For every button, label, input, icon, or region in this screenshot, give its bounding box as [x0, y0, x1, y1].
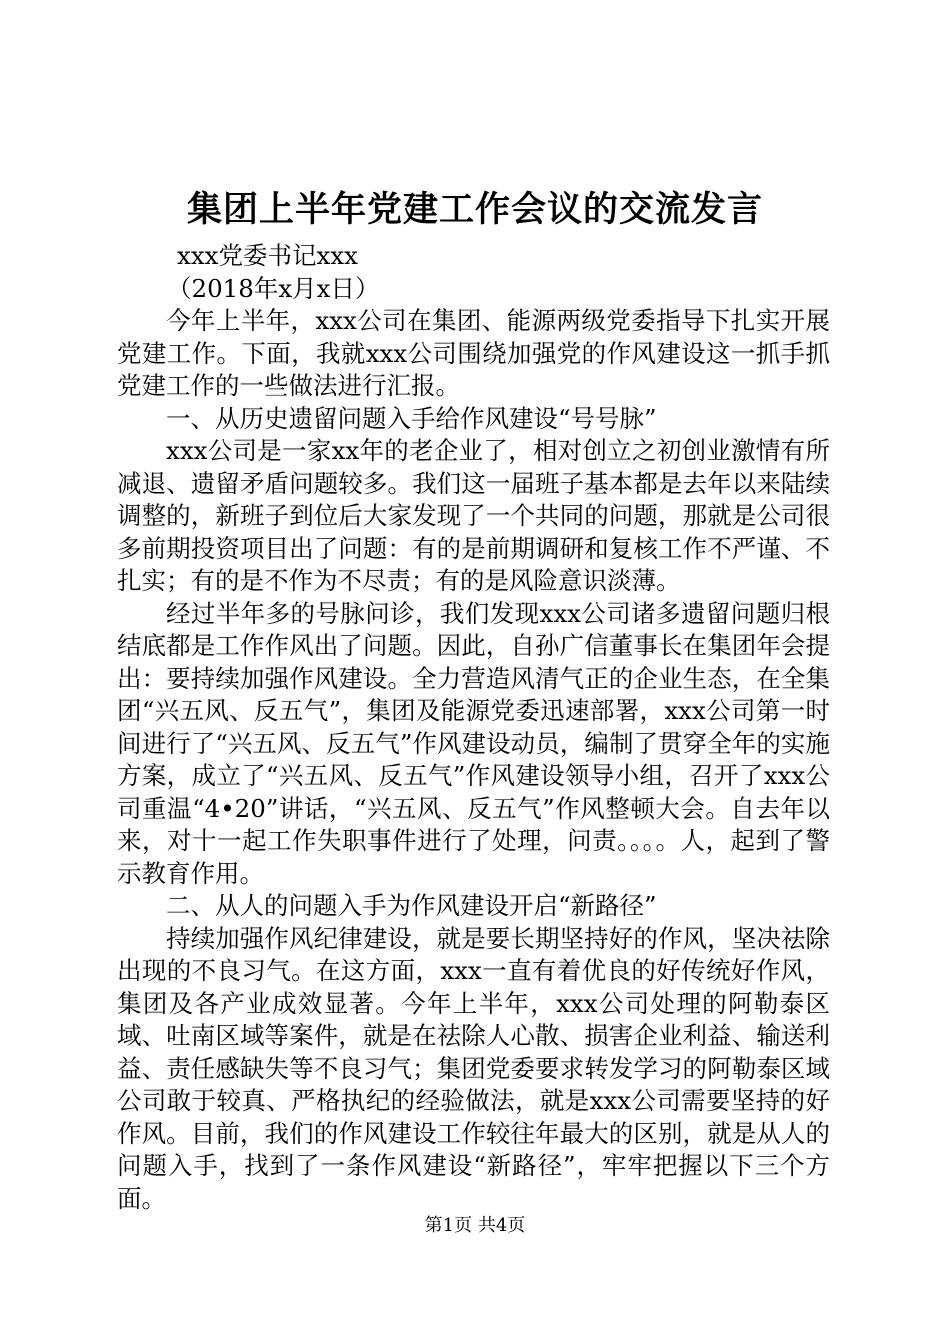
paragraph-discipline: 持续加强作风纪律建设，就是要长期坚持好的作风，坚决祛除出现的不良习气。在这方面，xxx一直有着优良的好传统好作风，集团及各产业成效显著。今年上半年，xxx公司处理的阿勒泰区域、吐南区域等案件，就是在祛除人心散、损害企业利益、输送利益、责任感缺失等不良习气；集团党委要求转发学习的阿勒泰区域公司敢于较真、严格执纪的经验做法，就是xxx公司需要坚持的好作风。目前，我们的作风建设工作较往年最大的区别，就是从人的问题入手，找到了一条作风建设“新路径”，牢牢把握以下三个方面。 — [117, 923, 830, 1213]
page-number-footer: 第1页 共4页 — [424, 1215, 526, 1236]
paragraph-history: xxx公司是一家xx年的老企业了，相对创立之初创业激情有所减退、遗留矛盾问题较多。我们这一届班子基本都是去年以来陆续调整的，新班子到位后大家发现了一个共同的问题，那就是公司很多前期投资项目出了问题：有的是前期调研和复核工作不严谨、不扎实；有的是不作为不尽责；有的是风险意识淡薄。 — [117, 436, 830, 595]
document-title: 集团上半年党建工作会议的交流发言 — [186, 189, 763, 230]
document-body — [117, 240, 830, 1215]
section-heading-1: 一、从历史遗留问题入手给作风建设“号号脉” — [166, 403, 657, 433]
date-line: （2018年x月x日） — [167, 273, 380, 303]
paragraph-diagnosis: 经过半年多的号脉问诊，我们发现xxx公司诸多遗留问题归根结底都是工作作风出了问题。因此，自孙广信董事长在集团年会提出：要持续加强作风建设。全力营造风清气正的企业生态，在全集团“兴五风、反五气”，集团及能源党委迅速部署，xxx公司第一时间进行了“兴五风、反五气”作风建设动员，编制了贯穿全年的实施方案，成立了“兴五风、反五气”作风建设领导小组，召开了xxx公司重温“4•20”讲话，“兴五风、反五气”作风整顿大会。自去年以来，对十一起工作失职事件进行了处理，问责。。。。人，起到了警示教育作用。 — [117, 598, 830, 888]
paragraph-intro: 今年上半年，xxx公司在集团、能源两级党委指导下扎实开展党建工作。下面，我就xxx公司围绕加强党的作风建设这一抓手抓党建工作的一些做法进行汇报。 — [117, 306, 830, 400]
author-line: xxx党委书记xxx — [177, 241, 358, 270]
section-heading-2: 二、从人的问题入手为作风建设开启“新路径” — [166, 891, 657, 920]
